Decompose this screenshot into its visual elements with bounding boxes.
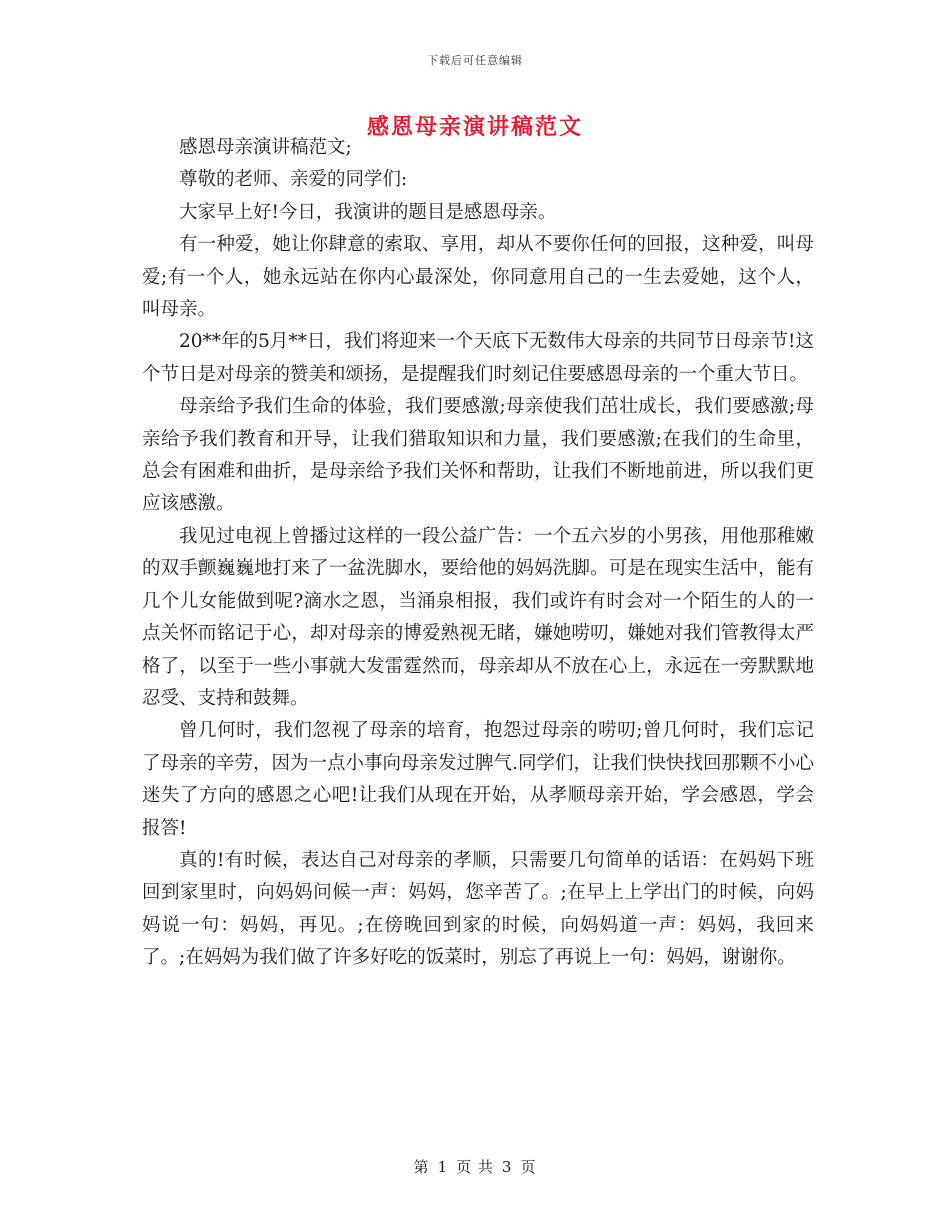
paragraph-6: 母亲给予我们生命的体验，我们要感激;母亲使我们茁壮成长，我们要感激;母亲给予我们教育和开导，让我们猎取知识和力量，我们要感激;在我们的生命里，总会有困难和曲折，是母亲给予我们关怀和帮助，让我们不断地前进，所以我们更应该感激。 (142, 396, 814, 515)
paragraph-2: 尊敬的老师、亲爱的同学们: (179, 169, 408, 191)
paragraph-8: 曾几何时，我们忽视了母亲的培育，抱怨过母亲的唠叨;曾几何时，我们忘记了母亲的辛劳，因为一点小事向母亲发过脾气.同学们，让我们快快找回那颗不小心迷失了方向的感恩之心吧!让我们从现在开始，从孝顺母亲开始，学会感恩，学会报答! (142, 720, 814, 839)
paragraph-7: 我见过电视上曾播过这样的一段公益广告：一个五六岁的小男孩，用他那稚嫩的双手颤巍巍地打来了一盆洗脚水，要给他的妈妈洗脚。可是在现实生活中，能有几个儿女能做到呢?滴水之恩，当涌泉相报，我们或许有时会对一个陌生的人的一点关怀而铭记于心，却对母亲的博爱熟视无睹，嫌她唠叨，嫌她对我们管教得太严格了，以至于一些小事就大发雷霆然而，母亲却从不放在心上，永远在一旁默默地忍受、支持和鼓舞。 (142, 525, 814, 709)
document-title: 感恩母亲演讲稿范文 (366, 114, 583, 140)
header-note: 下载后可任意编辑 (427, 54, 523, 67)
paragraph-1: 感恩母亲演讲稿范文; (179, 137, 352, 158)
paragraph-3: 大家早上好!今日，我演讲的题目是感恩母亲。 (179, 201, 557, 223)
page-total-number: 3 (501, 1158, 513, 1176)
paragraph-4: 有一种爱，她让你肆意的索取、享用，却从不要你任何的回报，这种爱，叫母爱;有一个人，她永远站在你内心最深处，你同意用自己的一生去爱她，这个人，叫母亲。 (142, 234, 814, 321)
page-current-number: 1 (437, 1158, 449, 1176)
page-prefix: 第 (413, 1158, 430, 1176)
page-suffix: 页 (520, 1158, 537, 1176)
paragraph-9: 真的!有时候，表达自己对母亲的孝顺，只需要几句简单的话语：在妈妈下班回到家里时，向妈妈问候一声：妈妈，您辛苦了。;在早上上学出门的时候，向妈妈说一句：妈妈，再见。;在傍晚回到家的时候，向妈妈道一声：妈妈，我回来了。;在妈妈为我们做了许多好吃的饭菜时，别忘了再说上一句：妈妈，谢谢你。 (142, 849, 814, 969)
page-footer (0, 1156, 950, 1177)
paragraph-5: 20**年的5月**日，我们将迎来一个天底下无数伟大母亲的共同节日母亲节!这个节日是对母亲的赞美和颂扬，是提醒我们时刻记住要感恩母亲的一个重大节日。 (142, 331, 814, 385)
page-middle-text: 页 共 (456, 1158, 494, 1176)
document-body (142, 132, 814, 975)
